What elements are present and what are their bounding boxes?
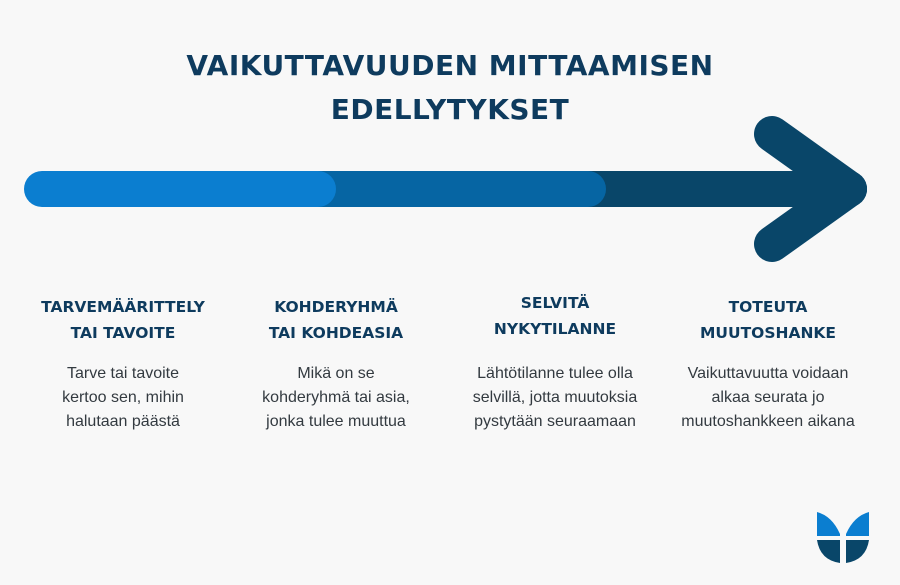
step-1: [13, 294, 233, 434]
step-1-title: TARVEMÄÄRITTELY TAI TAVOITE: [41, 298, 205, 342]
step-4-title: TOTEUTA MUUTOSHANKE: [699, 298, 837, 342]
title-line-1: VAIKUTTAVUUDEN MITTAAMISEN: [186, 49, 714, 82]
step-2: [226, 294, 446, 434]
step-1-description: Tarve tai tavoite kertoo sen, mihin halutaan päästä: [62, 365, 184, 430]
title-line-2: EDELLYTYKSET: [330, 93, 570, 126]
step-3: [445, 290, 665, 434]
step-3-title: SELVITÄ NYKYTILANNE: [493, 294, 617, 338]
butterfly-logo-icon: [815, 510, 871, 566]
step-4: [658, 294, 878, 434]
step-2-description: Mikä on se kohderyhmä tai asia, jonka tulee muuttua: [262, 365, 410, 430]
step-2-title: KOHDERYHMÄ TAI KOHDEASIA: [268, 298, 404, 342]
step-3-description: Lähtötilanne tulee olla selvillä, jotta muutoksia pystytään seuraamaan: [472, 365, 638, 430]
step-4-description: Vaikuttavuutta voidaan alkaa seurata jo muutoshankkeen aikana: [681, 365, 855, 430]
